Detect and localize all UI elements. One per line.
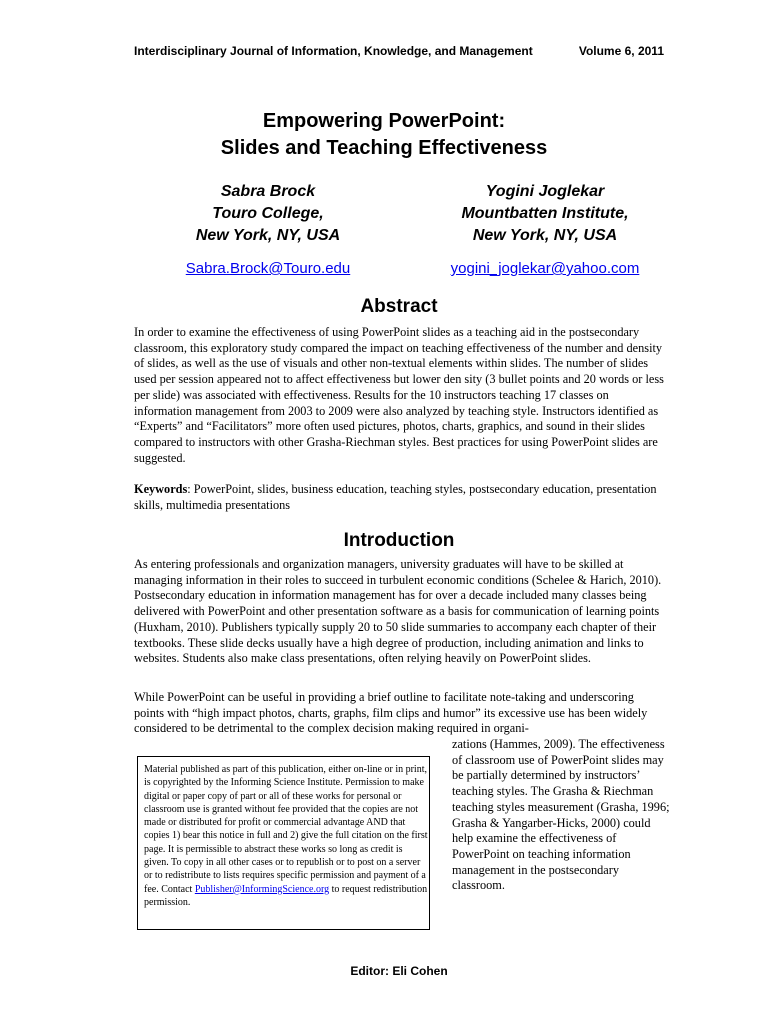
title-line-2: Slides and Teaching Effectiveness xyxy=(220,137,548,159)
journal-volume: Volume 6, 2011 xyxy=(578,44,664,58)
author-email-link-1[interactable]: Sabra.Brock@Touro.edu xyxy=(185,260,351,277)
copyright-notice xyxy=(137,756,430,930)
introduction-paragraph-2-continued: zations (Hammes, 2009). The effectiveness of classroom use of PowerPoint slides may be partially determined by instructors’ teaching styles. The Grasha & Riechman teaching styles measurement (Grasha, 1996; Grasha & Yangarber-Hicks, 2000) could help examine the effectiveness of PowerPoint on teaching information management in the postsecondary classroom. xyxy=(452,737,670,893)
paper-title xyxy=(100,108,668,162)
notice-text: Material published as part of this publication, either on-line or in print, is copyrighted by the Informing Science Institute. Permission to make digital or paper copy of part or all of these works for personal or classroom use is granted without fee provided that the copies are not made or distributed for profit or commercial advantage AND that copies 1) bear this notice in full and 2) give the full citation on the first page. It is permissible to abstract these works so long as credit is given. To copy in all other cases or to republish or to post on a server or to redistribute to lists requires specific permission and payment of a fee. Contact xyxy=(144,764,428,895)
author-affiliation: Touro College, xyxy=(212,205,324,222)
author-block-2 xyxy=(430,181,660,247)
author-location: New York, NY, USA xyxy=(195,227,341,244)
introduction-heading: Introduction xyxy=(343,530,455,551)
journal-name: Interdisciplinary Journal of Information, Knowledge, and Management xyxy=(134,44,533,58)
author-email-link-2[interactable]: yogini_joglekar@yahoo.com xyxy=(450,260,640,277)
publisher-email-link[interactable]: Publisher@InformingScience.org xyxy=(194,883,330,895)
keywords-text: : PowerPoint, slides, business education, teaching styles, postsecondary education, presentation skills, multimedia presentations xyxy=(134,482,657,512)
notice-text-end: to request redistribution permission. xyxy=(144,883,428,908)
abstract-heading: Abstract xyxy=(360,296,438,317)
abstract-text: In order to examine the effectiveness of using PowerPoint slides as a teaching aid in the postsecondary classroom, this exploratory study compared the impact on teaching effectiveness of the number and density of slides, as well as the use of visuals and other non-textual elements within slides. The number of slides used per session appeared not to affect effectiveness but lower den sity (3 bullet points and 20 words or less per slide) was associated with effectiveness. Results for the 10 instructors teaching 17 classes on information management from 2003 to 2009 were also analyzed by teaching style. Instructors identified as “Experts” and “Facilitators” more often used pictures, photos, charts, graphics, and sound in their slides compared to instructors with other Grasha-Riechman styles. Best practices for using PowerPoint slides are suggested. xyxy=(134,325,664,465)
author-affiliation: Mountbatten Institute, xyxy=(461,205,629,222)
journal-header xyxy=(134,44,664,58)
author-location: New York, NY, USA xyxy=(472,227,618,244)
editor-credit: Editor: Eli Cohen xyxy=(350,964,448,978)
author-name: Yogini Joglekar xyxy=(485,183,605,200)
keywords xyxy=(134,482,667,513)
author-block-1 xyxy=(153,181,383,247)
introduction-paragraph-2: While PowerPoint can be useful in providing a brief outline to facilitate note-taking and underscoring points with “high impact photos, charts, graphs, film clips and humor” its excessive use has been widely considered to be detrimental to the complex decision making required in organi- xyxy=(134,690,648,736)
author-name: Sabra Brock xyxy=(220,183,316,200)
title-line-1: Empowering PowerPoint: xyxy=(262,110,506,132)
keywords-label: Keywords xyxy=(134,482,188,496)
introduction-paragraph-1: As entering professionals and organization managers, university graduates will have to be skilled at managing information in their roles to succeed in turbulent economic conditions (Schelee & Harich, 2010). Postsecondary education in information management has for over a decade included many classes being delivered with PowerPoint and other presentation software as a basis for communication of learning points (Huxham, 2010). Publishers typically supply 20 to 50 slide summaries to accompany each chapter of their textbooks. These slide decks usually have a high degree of production, including animation and links to websites. Students also make class presentations, often relying heavily on PowerPoint slides. xyxy=(134,557,662,666)
